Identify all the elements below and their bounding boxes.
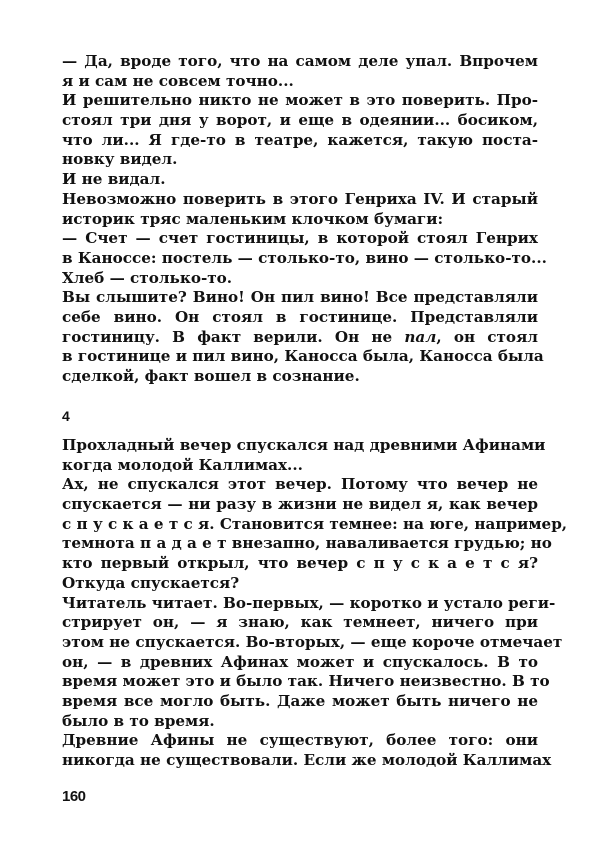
text-line: когда молодой Каллимах... bbox=[62, 455, 303, 474]
text-line: никогда не существовали. Если же молодой Каллимах bbox=[62, 751, 552, 769]
text-segment: гостиницу. В факт верили. Он не bbox=[62, 327, 405, 346]
text-segment: , он стоял bbox=[436, 327, 538, 346]
text-line: темнота п а д а е т внезапно, наваливается грудью; но bbox=[62, 534, 552, 553]
text-line: новку видел. bbox=[62, 150, 178, 169]
text-line: сделкой, факт вошел в сознание. bbox=[62, 367, 360, 385]
text-line: было в то время. bbox=[62, 711, 215, 730]
text-line: — Да, вроде того, что на самом деле упал. Впрочем bbox=[62, 52, 538, 70]
text-line: стоял три дня у ворот, и еще в одеянии... босиком, bbox=[62, 111, 538, 130]
text-block-part2 bbox=[62, 436, 568, 771]
text-line: он, — в древних Афинах может и спускалось. В то bbox=[62, 652, 538, 671]
text-line: время может это и было так. Ничего неизвестно. В то bbox=[62, 672, 550, 691]
text-line: с п у с к а е т с я. Становится темнее: на юге, например, bbox=[62, 514, 568, 533]
text-line: спускается — ни разу в жизни не видел я, как вечер bbox=[62, 495, 538, 514]
text-line: Прохладный вечер спускался над древними Афинами bbox=[62, 436, 546, 454]
text-line: себе вино. Он стоял в гостинице. Представляли bbox=[62, 307, 538, 326]
page-number: 160 bbox=[62, 788, 86, 805]
text-block-part1 bbox=[62, 52, 547, 387]
section-number: 4 bbox=[62, 408, 70, 424]
text-line: И решительно никто не может в это поверить. Про- bbox=[62, 91, 538, 110]
text-line: стрирует он, — я знаю, как темнеет, ничего при bbox=[62, 613, 538, 632]
text-line: историк тряс маленьким клочком бумаги: bbox=[62, 209, 444, 228]
text-line: время все могло быть. Даже может быть ничего не bbox=[62, 691, 538, 710]
text-line: Ах, не спускался этот вечер. Потому что вечер не bbox=[62, 475, 538, 494]
text-line: в гостинице и пил вино, Каносса была, Каносса была bbox=[62, 347, 544, 366]
text-line: Невозможно поверить в этого Генриха IV. И старый bbox=[62, 189, 538, 208]
text-line: Читатель читает. Во-первых, — коротко и устало реги- bbox=[62, 593, 556, 612]
text-line: этом не спускается. Во-вторых, — еще короче отмечает bbox=[62, 632, 563, 651]
text-line: Откуда спускается? bbox=[62, 573, 240, 592]
text-line: И не видал. bbox=[62, 170, 166, 189]
text-line: Древние Афины не существуют, более того: они bbox=[62, 731, 538, 750]
text-line: я и сам не совсем точно... bbox=[62, 71, 294, 90]
italic-word: пал bbox=[404, 327, 437, 346]
text-line: кто первый открыл, что вечер с п у с к а е т с я? bbox=[62, 554, 538, 573]
text-line: в Каноссе: постель — столько-то, вино — столько-то... bbox=[62, 248, 547, 267]
text-line: Вы слышите? Вино! Он пил вино! Все представляли bbox=[62, 288, 538, 307]
text-line: — Счет — счет гостиницы, в которой стоял Генрих bbox=[62, 229, 538, 248]
text-line bbox=[62, 328, 538, 348]
text-line: Хлеб — столько-то. bbox=[62, 268, 233, 287]
text-line: что ли... Я где-то в театре, кажется, такую поста- bbox=[62, 130, 538, 149]
